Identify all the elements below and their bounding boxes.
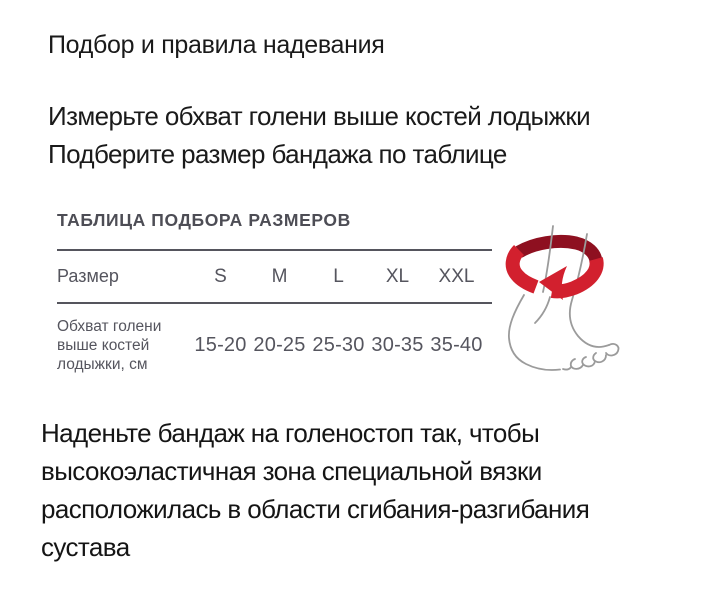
- size-cell-xl: XL: [385, 265, 410, 287]
- measure-cell-xl: 30-35: [371, 334, 424, 356]
- size-cell-l: L: [333, 265, 344, 287]
- size-table-header-row: [57, 249, 492, 302]
- measure-cell-l: 25-30: [312, 334, 365, 356]
- measure-band-front: [513, 250, 597, 300]
- outro-text: [41, 414, 589, 566]
- size-selection-table: [57, 210, 492, 374]
- page-title: Подбор и правила надевания: [48, 31, 385, 59]
- size-table-title: ТАБЛИЦА ПОДБОРА РАЗМЕРОВ: [57, 210, 351, 230]
- intro-line-1: Измерьте обхват голени выше костей лодыжки: [48, 101, 591, 131]
- intro-line-2: Подберите размер бандажа по таблице: [48, 139, 507, 169]
- measure-label-line-1: Обхват голени: [57, 318, 162, 335]
- measure-label-line-2: выше костей: [57, 337, 150, 354]
- size-cell-s: S: [214, 265, 227, 287]
- toe-5: [563, 367, 571, 370]
- measure-cell-s: 15-20: [194, 334, 247, 356]
- size-table-measure-row: [57, 302, 492, 374]
- size-row-label: Размер: [57, 266, 119, 286]
- toe-4: [571, 359, 583, 369]
- measure-row-label: [57, 317, 191, 374]
- size-cell-xxl: XXL: [438, 265, 475, 287]
- ankle-measure-illustration: [500, 210, 650, 400]
- outro-line-2: высокоэластичная зона специальной вязки: [41, 456, 542, 486]
- intro-text: [48, 97, 590, 173]
- heel-and-sole-line: [509, 295, 560, 370]
- outro-line-1: Наденьте бандаж на голеностоп так, чтобы: [41, 418, 540, 448]
- size-cell-m: M: [271, 265, 288, 287]
- measure-cell-m: 20-25: [253, 334, 306, 356]
- measure-cell-xxl: 35-40: [430, 334, 483, 356]
- outro-line-3: расположилась в области сгибания-разгибания: [41, 494, 590, 524]
- measure-label-line-3: лодыжки, см: [57, 356, 148, 373]
- ankle-front-line: [535, 297, 550, 323]
- outro-line-4: сустава: [41, 532, 130, 562]
